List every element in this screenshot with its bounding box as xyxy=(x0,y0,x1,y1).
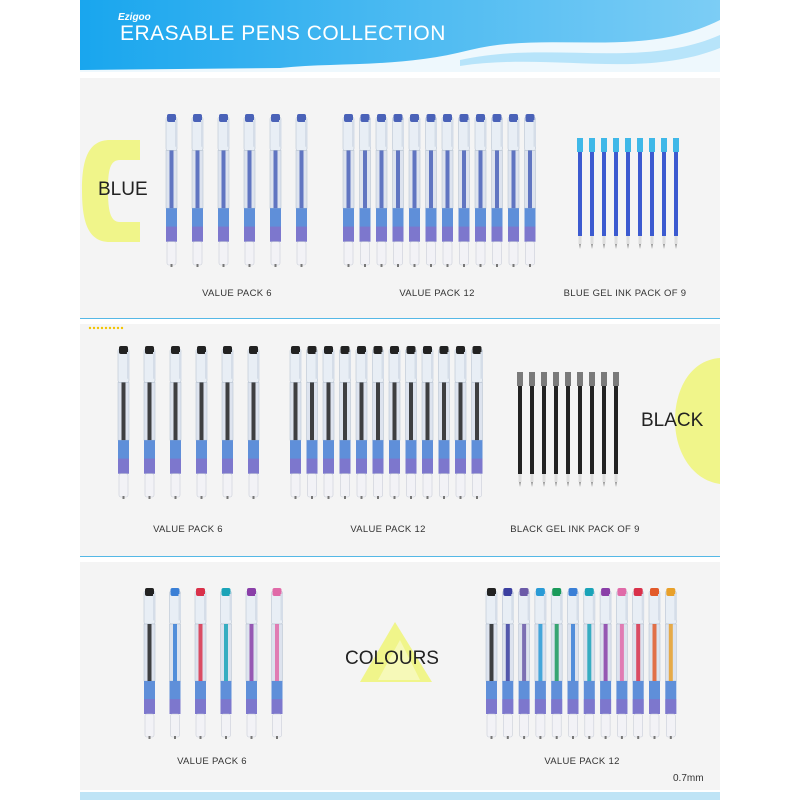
footer-strip xyxy=(80,792,720,800)
ink-refill xyxy=(637,138,643,249)
pen xyxy=(307,346,319,499)
pen xyxy=(323,346,335,499)
caption-colours-pack12: VALUE PACK 12 xyxy=(544,756,620,767)
ink-refill xyxy=(673,138,679,249)
brand-logo: Ezigoo xyxy=(118,12,151,23)
pen xyxy=(568,588,580,739)
caption-black-pack6: VALUE PACK 6 xyxy=(153,524,223,535)
pen xyxy=(144,346,156,499)
pen xyxy=(502,588,514,739)
pen xyxy=(389,346,401,499)
ink-refill xyxy=(613,138,619,249)
pen xyxy=(248,346,260,499)
ink-refill xyxy=(553,372,559,487)
pen xyxy=(426,114,438,267)
pen xyxy=(472,346,484,499)
caption-colours-pack6: VALUE PACK 6 xyxy=(177,756,247,767)
pen xyxy=(439,346,451,499)
ink-refill xyxy=(589,372,595,487)
pen xyxy=(340,346,352,499)
pen xyxy=(455,346,467,499)
pen xyxy=(272,588,284,739)
ink-refill xyxy=(601,372,607,487)
pen xyxy=(196,346,208,499)
caption-blue-pack6: VALUE PACK 6 xyxy=(202,288,272,299)
pen xyxy=(195,588,207,739)
section-label-colours: COLOURS xyxy=(345,648,439,669)
ink-refill xyxy=(613,372,619,487)
pen xyxy=(222,346,234,499)
pen xyxy=(270,114,282,267)
pen xyxy=(393,114,405,267)
pen xyxy=(221,588,233,739)
pen xyxy=(409,114,421,267)
ink-refill xyxy=(577,372,583,487)
pen xyxy=(422,346,434,499)
pen xyxy=(406,346,418,499)
pen xyxy=(508,114,520,267)
pen xyxy=(144,588,156,739)
pen xyxy=(356,346,368,499)
pen xyxy=(290,346,302,499)
pen xyxy=(442,114,454,267)
pen xyxy=(246,588,258,739)
pen xyxy=(616,588,628,739)
pen xyxy=(244,114,256,267)
ink-refill xyxy=(529,372,535,487)
caption-black-refill9: BLACK GEL INK PACK OF 9 xyxy=(510,524,640,535)
pen xyxy=(519,588,531,739)
section-label-blue: BLUE xyxy=(98,179,148,200)
pen xyxy=(665,588,677,739)
pen xyxy=(170,588,182,739)
pen xyxy=(649,588,661,739)
pen xyxy=(525,114,537,267)
pen xyxy=(459,114,471,267)
pen xyxy=(296,114,308,267)
pen xyxy=(535,588,547,739)
pen xyxy=(166,114,178,267)
ink-refill xyxy=(541,372,547,487)
caption-black-pack12: VALUE PACK 12 xyxy=(350,524,426,535)
pen xyxy=(600,588,612,739)
pen xyxy=(360,114,372,267)
pen xyxy=(373,346,385,499)
pen xyxy=(118,346,130,499)
ink-refill xyxy=(661,138,667,249)
pen xyxy=(633,588,645,739)
ink-refill xyxy=(565,372,571,487)
pen xyxy=(486,588,498,739)
pen xyxy=(170,346,182,499)
ink-refill xyxy=(517,372,523,487)
caption-blue-refill9: BLUE GEL INK PACK OF 9 xyxy=(563,288,687,299)
ink-refill xyxy=(589,138,595,249)
pen xyxy=(192,114,204,267)
pen xyxy=(376,114,388,267)
ink-refill xyxy=(577,138,583,249)
tip-size-note: 0.7mm xyxy=(673,773,704,784)
pen xyxy=(492,114,504,267)
page-title: ERASABLE PENS COLLECTION xyxy=(120,22,446,45)
ink-refill xyxy=(625,138,631,249)
pen xyxy=(218,114,230,267)
pen xyxy=(584,588,596,739)
pen xyxy=(343,114,355,267)
ink-refill xyxy=(601,138,607,249)
caption-blue-pack12: VALUE PACK 12 xyxy=(399,288,475,299)
pen xyxy=(551,588,563,739)
section-label-black: BLACK xyxy=(641,410,704,431)
pen xyxy=(475,114,487,267)
ink-refill xyxy=(649,138,655,249)
